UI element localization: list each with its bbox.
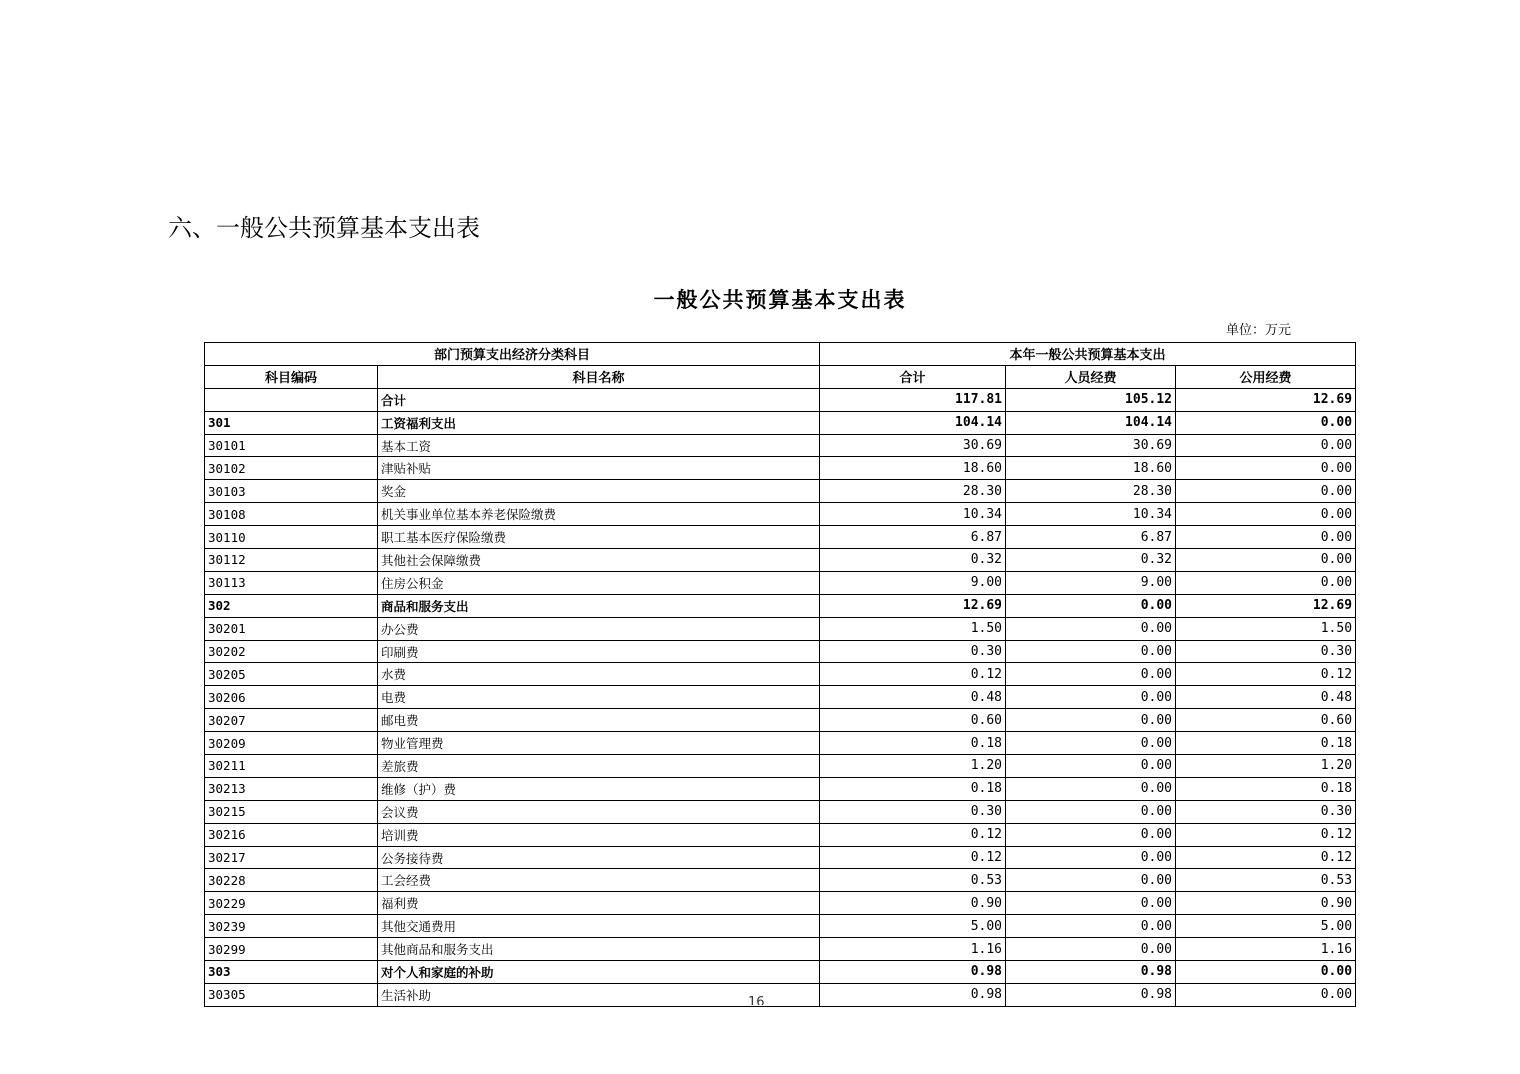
public-cell: 1.50 (1176, 617, 1356, 640)
total-cell: 0.90 (820, 892, 1006, 915)
total-cell: 0.53 (820, 869, 1006, 892)
total-cell: 104.14 (820, 411, 1006, 434)
total-cell: 0.48 (820, 686, 1006, 709)
public-cell: 0.12 (1176, 846, 1356, 869)
name-cell: 物业管理费 (378, 732, 820, 755)
personnel-cell: 0.98 (1006, 983, 1176, 1006)
header-public: 公用经费 (1176, 365, 1356, 388)
personnel-cell: 0.00 (1006, 686, 1176, 709)
table-row (205, 434, 1356, 457)
name-cell: 水费 (378, 663, 820, 686)
public-cell: 0.00 (1176, 503, 1356, 526)
name-cell: 电费 (378, 686, 820, 709)
public-cell: 1.16 (1176, 938, 1356, 961)
total-cell: 10.34 (820, 503, 1006, 526)
public-cell: 12.69 (1176, 594, 1356, 617)
code-cell: 30211 (205, 755, 378, 778)
name-cell: 培训费 (378, 823, 820, 846)
header-name: 科目名称 (378, 365, 820, 388)
header-economic-category: 部门预算支出经济分类科目 (205, 343, 820, 366)
code-cell: 30209 (205, 732, 378, 755)
code-cell: 30202 (205, 640, 378, 663)
header-group-row (205, 343, 1356, 366)
personnel-cell: 0.00 (1006, 823, 1176, 846)
table-row (205, 823, 1356, 846)
table-row (205, 892, 1356, 915)
table-row (205, 846, 1356, 869)
name-cell: 差旅费 (378, 755, 820, 778)
public-cell: 1.20 (1176, 755, 1356, 778)
public-cell: 0.48 (1176, 686, 1356, 709)
header-personnel: 人员经费 (1006, 365, 1176, 388)
public-cell: 0.00 (1176, 961, 1356, 984)
code-cell: 30217 (205, 846, 378, 869)
table-row (205, 938, 1356, 961)
total-cell: 18.60 (820, 457, 1006, 480)
personnel-cell: 0.00 (1006, 732, 1176, 755)
table-row (205, 617, 1356, 640)
public-cell: 0.18 (1176, 777, 1356, 800)
name-cell: 福利费 (378, 892, 820, 915)
name-cell: 奖金 (378, 480, 820, 503)
personnel-cell: 6.87 (1006, 526, 1176, 549)
total-cell: 0.12 (820, 823, 1006, 846)
personnel-cell: 30.69 (1006, 434, 1176, 457)
total-cell: 30.69 (820, 434, 1006, 457)
group-row (205, 961, 1356, 984)
personnel-cell: 0.00 (1006, 594, 1176, 617)
table-row (205, 480, 1356, 503)
name-cell: 其他交通费用 (378, 915, 820, 938)
name-cell: 工会经费 (378, 869, 820, 892)
personnel-cell: 0.00 (1006, 800, 1176, 823)
public-cell: 0.53 (1176, 869, 1356, 892)
personnel-cell: 0.00 (1006, 777, 1176, 800)
public-cell: 0.00 (1176, 434, 1356, 457)
code-cell: 30102 (205, 457, 378, 480)
total-cell: 0.30 (820, 640, 1006, 663)
public-cell: 0.00 (1176, 549, 1356, 572)
public-cell: 0.00 (1176, 457, 1356, 480)
personnel-cell: 0.98 (1006, 961, 1176, 984)
personnel-cell: 0.00 (1006, 915, 1176, 938)
total-cell: 0.12 (820, 846, 1006, 869)
page-number: 16 (748, 996, 765, 1005)
public-cell: 0.00 (1176, 526, 1356, 549)
table-title: 一般公共预算基本支出表 (653, 287, 907, 312)
total-cell: 12.69 (820, 594, 1006, 617)
public-cell: 0.00 (1176, 571, 1356, 594)
budget-table (204, 342, 1356, 1007)
header-column-row (205, 365, 1356, 388)
total-cell: 0.18 (820, 732, 1006, 755)
public-cell: 0.60 (1176, 709, 1356, 732)
personnel-cell: 0.00 (1006, 663, 1176, 686)
code-cell: 30229 (205, 892, 378, 915)
personnel-cell: 0.00 (1006, 640, 1176, 663)
public-cell: 0.12 (1176, 663, 1356, 686)
code-cell: 30205 (205, 663, 378, 686)
personnel-cell: 18.60 (1006, 457, 1176, 480)
public-cell: 0.00 (1176, 411, 1356, 434)
personnel-cell: 0.00 (1006, 617, 1176, 640)
name-cell: 工资福利支出 (378, 411, 820, 434)
code-cell: 30101 (205, 434, 378, 457)
public-cell: 5.00 (1176, 915, 1356, 938)
code-cell: 30108 (205, 503, 378, 526)
total-row (205, 388, 1356, 411)
table-row (205, 869, 1356, 892)
code-cell: 30215 (205, 800, 378, 823)
unit-label: 单位：万元 (1226, 323, 1292, 338)
total-name-cell: 合计 (378, 388, 820, 411)
code-cell: 30228 (205, 869, 378, 892)
name-cell: 会议费 (378, 800, 820, 823)
group-row (205, 411, 1356, 434)
code-cell: 30206 (205, 686, 378, 709)
public-cell: 0.90 (1176, 892, 1356, 915)
personnel-cell: 0.00 (1006, 869, 1176, 892)
table-row (205, 503, 1356, 526)
section-heading: 六、一般公共预算基本支出表 (168, 214, 480, 242)
personnel-cell: 104.14 (1006, 411, 1176, 434)
header-total: 合计 (820, 365, 1006, 388)
table-row (205, 983, 1356, 1006)
table-row (205, 457, 1356, 480)
name-cell: 其他商品和服务支出 (378, 938, 820, 961)
public-cell: 0.30 (1176, 800, 1356, 823)
total-code-cell (205, 388, 378, 411)
total-cell: 5.00 (820, 915, 1006, 938)
code-cell: 30207 (205, 709, 378, 732)
total-cell: 0.98 (820, 961, 1006, 984)
name-cell: 住房公积金 (378, 571, 820, 594)
total-public-cell: 12.69 (1176, 388, 1356, 411)
public-cell: 0.18 (1176, 732, 1356, 755)
table-row (205, 663, 1356, 686)
table-row (205, 755, 1356, 778)
total-cell: 1.16 (820, 938, 1006, 961)
group-row (205, 594, 1356, 617)
table-row (205, 777, 1356, 800)
code-cell: 30201 (205, 617, 378, 640)
code-cell: 30113 (205, 571, 378, 594)
table-row (205, 709, 1356, 732)
code-cell: 30213 (205, 777, 378, 800)
code-cell: 30305 (205, 983, 378, 1006)
name-cell: 生活补助 (378, 983, 820, 1006)
personnel-cell: 0.00 (1006, 938, 1176, 961)
public-cell: 0.12 (1176, 823, 1356, 846)
total-cell: 1.20 (820, 755, 1006, 778)
name-cell: 印刷费 (378, 640, 820, 663)
name-cell: 基本工资 (378, 434, 820, 457)
table-row (205, 686, 1356, 709)
code-cell: 30299 (205, 938, 378, 961)
header-basic-expenditure: 本年一般公共预算基本支出 (820, 343, 1356, 366)
name-cell: 维修（护）费 (378, 777, 820, 800)
name-cell: 职工基本医疗保险缴费 (378, 526, 820, 549)
personnel-cell: 0.00 (1006, 892, 1176, 915)
name-cell: 办公费 (378, 617, 820, 640)
public-cell: 0.00 (1176, 480, 1356, 503)
total-cell: 9.00 (820, 571, 1006, 594)
personnel-cell: 0.00 (1006, 846, 1176, 869)
name-cell: 津贴补贴 (378, 457, 820, 480)
total-cell: 0.98 (820, 983, 1006, 1006)
table-row (205, 915, 1356, 938)
name-cell: 商品和服务支出 (378, 594, 820, 617)
name-cell: 机关事业单位基本养老保险缴费 (378, 503, 820, 526)
code-cell: 30216 (205, 823, 378, 846)
total-cell: 0.60 (820, 709, 1006, 732)
code-cell: 303 (205, 961, 378, 984)
name-cell: 其他社会保障缴费 (378, 549, 820, 572)
personnel-cell: 0.32 (1006, 549, 1176, 572)
table-row (205, 800, 1356, 823)
total-total-cell: 117.81 (820, 388, 1006, 411)
total-cell: 0.12 (820, 663, 1006, 686)
total-cell: 0.30 (820, 800, 1006, 823)
total-cell: 1.50 (820, 617, 1006, 640)
name-cell: 对个人和家庭的补助 (378, 961, 820, 984)
name-cell: 公务接待费 (378, 846, 820, 869)
total-cell: 0.18 (820, 777, 1006, 800)
personnel-cell: 0.00 (1006, 755, 1176, 778)
total-personnel-cell: 105.12 (1006, 388, 1176, 411)
public-cell: 0.00 (1176, 983, 1356, 1006)
name-cell: 邮电费 (378, 709, 820, 732)
code-cell: 301 (205, 411, 378, 434)
code-cell: 30239 (205, 915, 378, 938)
personnel-cell: 10.34 (1006, 503, 1176, 526)
table-row (205, 732, 1356, 755)
public-cell: 0.30 (1176, 640, 1356, 663)
table-body (205, 388, 1356, 1006)
table-row (205, 571, 1356, 594)
personnel-cell: 0.00 (1006, 709, 1176, 732)
code-cell: 30103 (205, 480, 378, 503)
table-row (205, 526, 1356, 549)
code-cell: 302 (205, 594, 378, 617)
table-row (205, 549, 1356, 572)
personnel-cell: 9.00 (1006, 571, 1176, 594)
total-cell: 28.30 (820, 480, 1006, 503)
total-cell: 6.87 (820, 526, 1006, 549)
table-row (205, 640, 1356, 663)
total-cell: 0.32 (820, 549, 1006, 572)
personnel-cell: 28.30 (1006, 480, 1176, 503)
header-code: 科目编码 (205, 365, 378, 388)
code-cell: 30112 (205, 549, 378, 572)
code-cell: 30110 (205, 526, 378, 549)
